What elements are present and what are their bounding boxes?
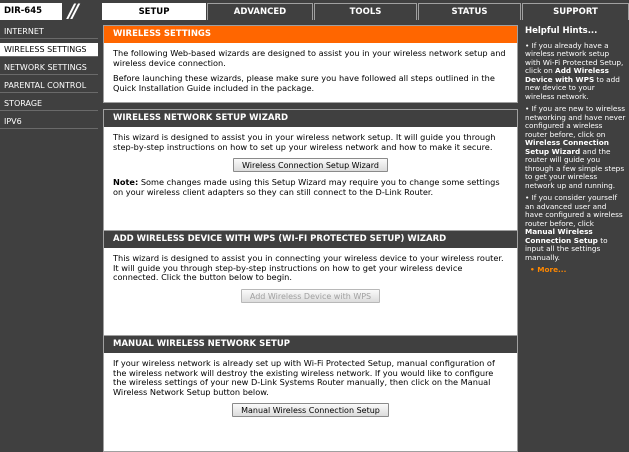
tab-support[interactable]: SUPPORT — [522, 3, 629, 20]
add-wireless-device-wps-button[interactable]: Add Wireless Device with WPS — [241, 289, 380, 303]
wizard-description: This wizard is designed to assist you in your wireless network setup. It will guide you through step-by-step instructions on how to set up your wireless network and how to make it secure. — [113, 132, 496, 152]
intro-text-2: Before launching these wizards, please make sure you have followed all steps outlined in the Quick Installation Guide included in the package. — [113, 73, 495, 93]
brand-slash-icon: // — [68, 0, 76, 22]
sidebar-item-internet[interactable]: INTERNET — [0, 25, 98, 39]
tab-tools[interactable]: TOOLS — [314, 3, 417, 20]
manual-setup-section — [103, 335, 518, 452]
intro-text: The following Web-based wizards are designed to assist you in your wireless network setup and wireless device connection. — [113, 48, 506, 68]
sidebar-item-parental-control[interactable]: PARENTAL CONTROL — [0, 79, 98, 93]
sidebar — [0, 25, 98, 133]
hint-manual: • If you consider yourself an advanced user and have configured a wireless router before, click Manual Wireless Connection Setup to input all the settings manually. — [525, 193, 623, 262]
manual-description: If your wireless network is already set up with Wi-Fi Protected Setup, manual configuration of the wireless network will destroy the existing wireless network. If you would like to configure the wireless settings of your new D-Link Systems Router manually, then click on the Manual Wireless Network Setup button below. — [113, 358, 495, 397]
main-content — [103, 25, 518, 452]
note-text: Some changes made using this Setup Wizard may require you to change some settings on your wireless client adapters so they can still connect to the D-Link Router. — [113, 177, 500, 197]
wps-description: This wizard is designed to assist you in connecting your wireless device to your wireless router. It will guide you through step-by-step instructions on how to get your wireless device connected. Click the button below to begin. — [113, 253, 504, 283]
setup-wizard-section — [103, 109, 518, 242]
top-nav-bar — [0, 0, 629, 22]
manual-wireless-connection-setup-button[interactable]: Manual Wireless Connection Setup — [232, 403, 389, 417]
sidebar-item-ipv6[interactable]: IPV6 — [0, 115, 98, 129]
tab-status[interactable]: STATUS — [418, 3, 521, 20]
section-title: WIRELESS NETWORK SETUP WIZARD — [104, 110, 517, 127]
hints-title: Helpful Hints... — [525, 26, 598, 36]
sidebar-item-network-settings[interactable]: NETWORK SETTINGS — [0, 61, 98, 75]
section-title: ADD WIRELESS DEVICE WITH WPS (WI-FI PROTECTED SETUP) WIZARD — [104, 231, 517, 248]
wizard-note — [113, 178, 508, 197]
helpful-hints-panel — [522, 25, 629, 452]
model-name: DIR-645 — [0, 3, 62, 20]
note-label: Note: — [113, 177, 139, 188]
hint-wps: • If you already have a wireless network setup with Wi-Fi Protected Setup, click on Add Wireless Device with WPS to add new device to your wireless network. — [525, 40, 624, 101]
tab-setup[interactable]: SETUP — [102, 3, 206, 20]
section-title: MANUAL WIRELESS NETWORK SETUP — [104, 336, 517, 353]
sidebar-item-storage[interactable]: STORAGE — [0, 97, 98, 111]
wireless-connection-setup-wizard-button[interactable]: Wireless Connection Setup Wizard — [233, 158, 388, 172]
tab-advanced[interactable]: ADVANCED — [207, 3, 313, 20]
hint-wizard: • If you are new to wireless networking and have never configured a wireless router before, click on Wireless Connection Setup Wizard and the router will guide you through a few simple steps to get your wireless network up and running. — [525, 104, 626, 190]
section-title: WIRELESS SETTINGS — [104, 26, 517, 43]
wireless-settings-section — [103, 25, 518, 103]
sidebar-item-wireless-settings[interactable]: WIRELESS SETTINGS — [0, 43, 98, 57]
more-hints-link[interactable]: • More... — [530, 265, 567, 274]
